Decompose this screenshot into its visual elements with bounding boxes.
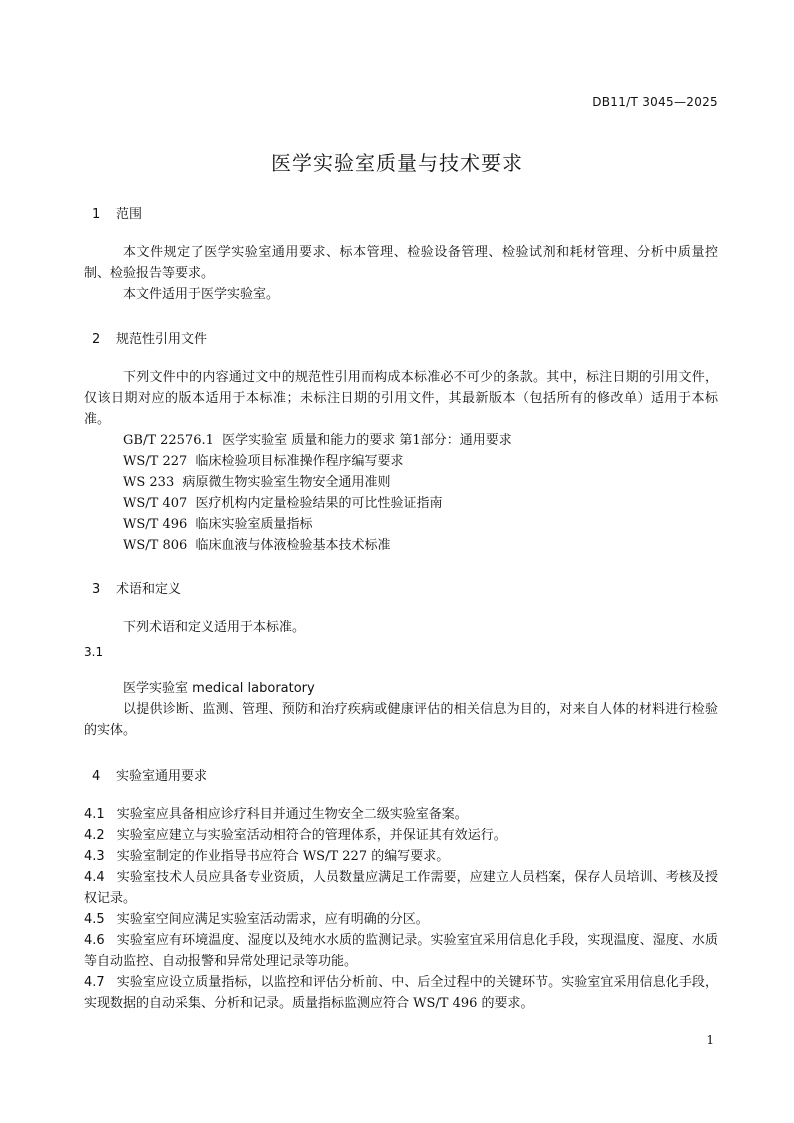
clause-number: 4.5 [84, 912, 105, 927]
reference-title: 临床检验项目标准操作程序编写要求 [195, 454, 404, 469]
clause-text: 实验室技术人员应具备专业资质，人员数量应满足工作需要，应建立人员档案，保存人员培训、考核及授权记录。 [84, 870, 718, 906]
clause-number: 4.1 [84, 807, 105, 822]
clause-text: 实验室应具备相应诊疗科目并通过生物安全二级实验室备案。 [116, 807, 468, 822]
reference-code: WS/T 407 [123, 496, 188, 511]
clause-item [84, 804, 718, 825]
clause-text: 实验室应有环境温度、湿度以及纯水水质的监测记录。实验室宜采用信息化手段，实现温度、湿度、水质等自动监控、自动报警和异常处理记录等功能。 [84, 933, 718, 969]
reference-item [123, 535, 391, 556]
reference-title: 病原微生物实验室生物安全通用准则 [182, 475, 391, 490]
reference-item [123, 493, 443, 514]
section-number: 4 [92, 769, 101, 784]
clause-number: 4.4 [84, 870, 105, 885]
section-1-paragraph-1: 本文件规定了医学实验室通用要求、标本管理、检验设备管理、检验试剂和耗材管理、分析中质量控制、检验报告等要求。 [84, 245, 718, 281]
reference-item [123, 430, 512, 451]
clause-item [84, 930, 718, 972]
clause-item [84, 825, 718, 846]
reference-title: 医学实验室 质量和能力的要求 第1部分：通用要求 [222, 433, 512, 448]
subclause-number: 3.1 [84, 645, 104, 659]
clause-number: 4.2 [84, 828, 105, 843]
clause-number: 4.6 [84, 933, 105, 948]
clause-item [84, 972, 718, 1014]
term-definition: 以提供诊断、监测、管理、预防和治疗疾病或健康评估的相关信息为目的，对来自人体的材料进行检验的实体。 [84, 702, 718, 738]
clause-number: 4.7 [84, 975, 105, 990]
clause-text: 实验室空间应满足实验室活动需求，应有明确的分区。 [116, 912, 429, 927]
section-title: 实验室通用要求 [116, 769, 208, 784]
clause-item [84, 867, 718, 909]
term-entry [123, 677, 315, 696]
section-title: 规范性引用文件 [116, 332, 208, 347]
reference-code: WS/T 227 [123, 454, 188, 469]
clause-number: 4.3 [84, 849, 105, 864]
document-title: 医学实验室质量与技术要求 [271, 151, 523, 175]
clause-text: 实验室应设立质量指标，以监控和评估分析前、中、后全过程中的关键环节。实验室宜采用信息化手段，实现数据的自动采集、分析和记录。质量指标监测应符合 WS/T 496 的要求。 [84, 975, 718, 1011]
reference-title: 医疗机构内定量检验结果的可比性验证指南 [195, 496, 443, 511]
clause-text: 实验室制定的作业指导书应符合 WS/T 227 的编写要求。 [116, 849, 450, 864]
reference-item [123, 451, 404, 472]
section-number: 3 [92, 582, 101, 597]
page-number: 1 [706, 1033, 714, 1047]
document-code: DB11/T 3045—2025 [592, 95, 718, 109]
section-2-heading [92, 328, 207, 347]
term-chinese: 医学实验室 [123, 681, 189, 696]
reference-code: WS/T 496 [123, 517, 188, 532]
reference-code: WS 233 [123, 475, 175, 490]
section-title: 术语和定义 [116, 582, 182, 597]
clause-item [84, 846, 718, 867]
section-number: 1 [92, 207, 101, 222]
section-3-paragraph-1: 下列术语和定义适用于本标准。 [123, 620, 306, 635]
term-english: medical laboratory [192, 681, 315, 696]
section-title: 范围 [116, 207, 143, 222]
clause-item [84, 909, 718, 930]
section-4-heading [92, 765, 207, 784]
reference-title: 临床实验室质量指标 [195, 517, 313, 532]
reference-code: GB/T 22576.1 [123, 433, 214, 448]
section-number: 2 [92, 332, 101, 347]
reference-item [123, 514, 313, 535]
reference-code: WS/T 806 [123, 538, 188, 553]
section-1-paragraph-2: 本文件适用于医学实验室。 [123, 287, 280, 302]
section-2-paragraph-1: 下列文件中的内容通过文中的规范性引用而构成本标准必不可少的条款。其中，标注日期的引用文件，仅该日期对应的版本适用于本标准；未标注日期的引用文件，其最新版本（包括所有的修改单）适用于本标准。 [84, 370, 718, 427]
section-1-heading [92, 203, 142, 222]
section-3-heading [92, 578, 181, 597]
clause-text: 实验室应建立与实验室活动相符合的管理体系，并保证其有效运行。 [116, 828, 507, 843]
reference-title: 临床血液与体液检验基本技术标准 [195, 538, 391, 553]
reference-item [123, 472, 391, 493]
